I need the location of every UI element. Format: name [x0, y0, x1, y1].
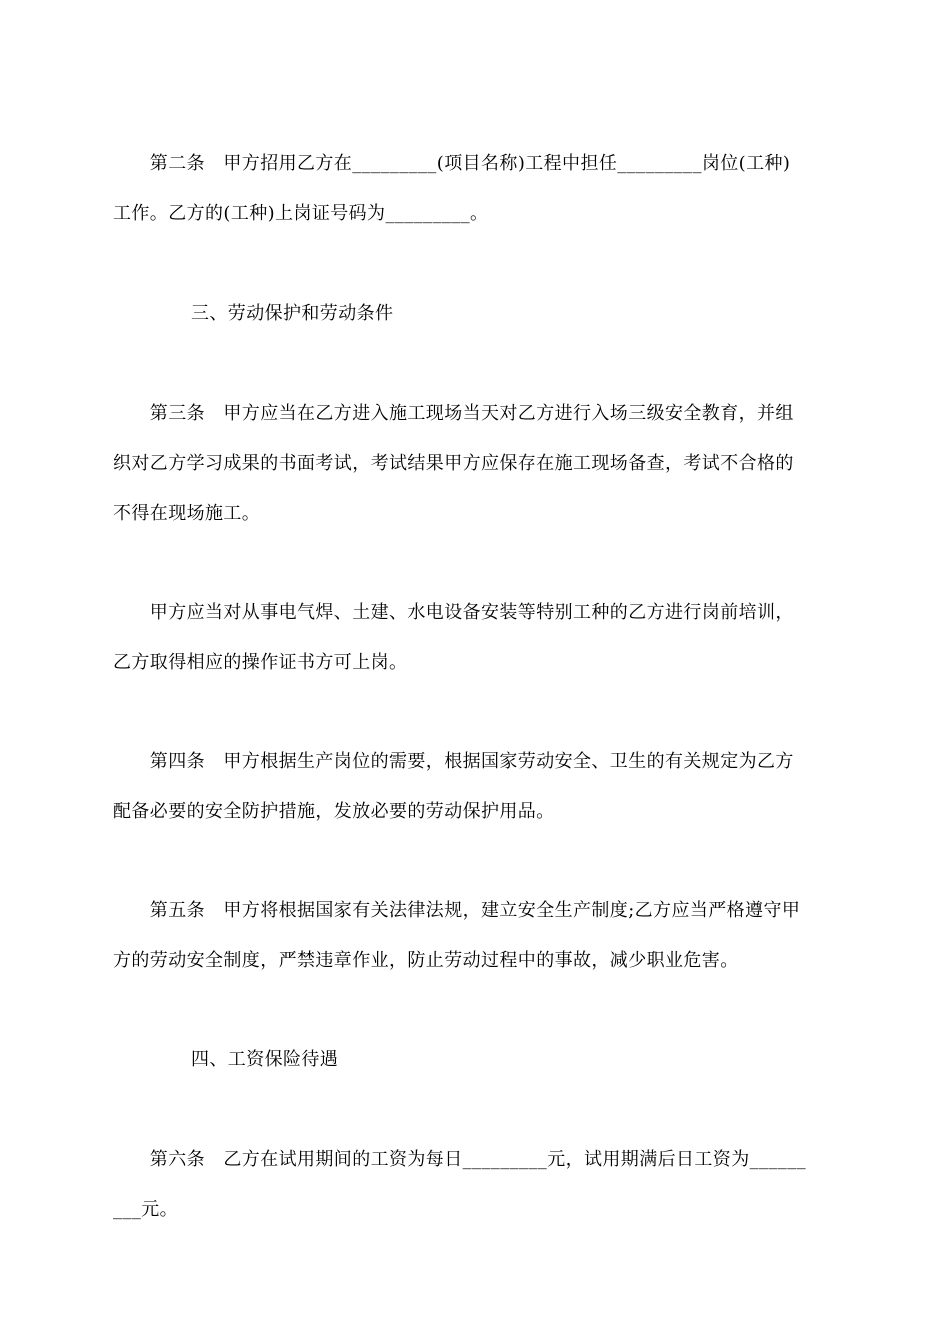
article-3-para-2-line-1: 甲方应当对从事电气焊、土建、水电设备安装等特别工种的乙方进行岗前培训，: [113, 602, 794, 623]
section-4-heading: 四、工资保险待遇: [191, 1049, 339, 1070]
article-3-line-1: 第三条 甲方应当在乙方进入施工现场当天对乙方进行入场三级安全教育，并组: [113, 403, 794, 424]
article-2-line-2: 工作。乙方的(工种)上岗证号码为_________。: [113, 203, 489, 224]
article-3-line-3: 不得在现场施工。: [113, 503, 261, 524]
article-3-para-2-line-2: 乙方取得相应的操作证书方可上岗。: [113, 652, 408, 673]
section-3-heading: 三、劳动保护和劳动条件: [191, 303, 394, 324]
article-3-line-2: 织对乙方学习成果的书面考试，考试结果甲方应保存在施工现场备查，考试不合格的: [113, 453, 794, 474]
article-4-line-1: 第四条 甲方根据生产岗位的需要，根据国家劳动安全、卫生的有关规定为乙方: [113, 751, 794, 772]
article-4-line-2: 配备必要的安全防护措施，发放必要的劳动保护用品。: [113, 801, 555, 822]
article-6-line-1: 第六条 乙方在试用期间的工资为每日_________元，试用期满后日工资为______: [113, 1149, 806, 1170]
article-5-line-1: 第五条 甲方将根据国家有关法律法规，建立安全生产制度;乙方应当严格遵守甲: [113, 900, 801, 921]
article-2-line-1: 第二条 甲方招用乙方在_________(项目名称)工程中担任_________岗位(工种): [113, 153, 791, 174]
article-6-line-2: ___元。: [113, 1199, 178, 1220]
article-5-line-2: 方的劳动安全制度，严禁违章作业，防止劳动过程中的事故，减少职业危害。: [113, 950, 739, 971]
